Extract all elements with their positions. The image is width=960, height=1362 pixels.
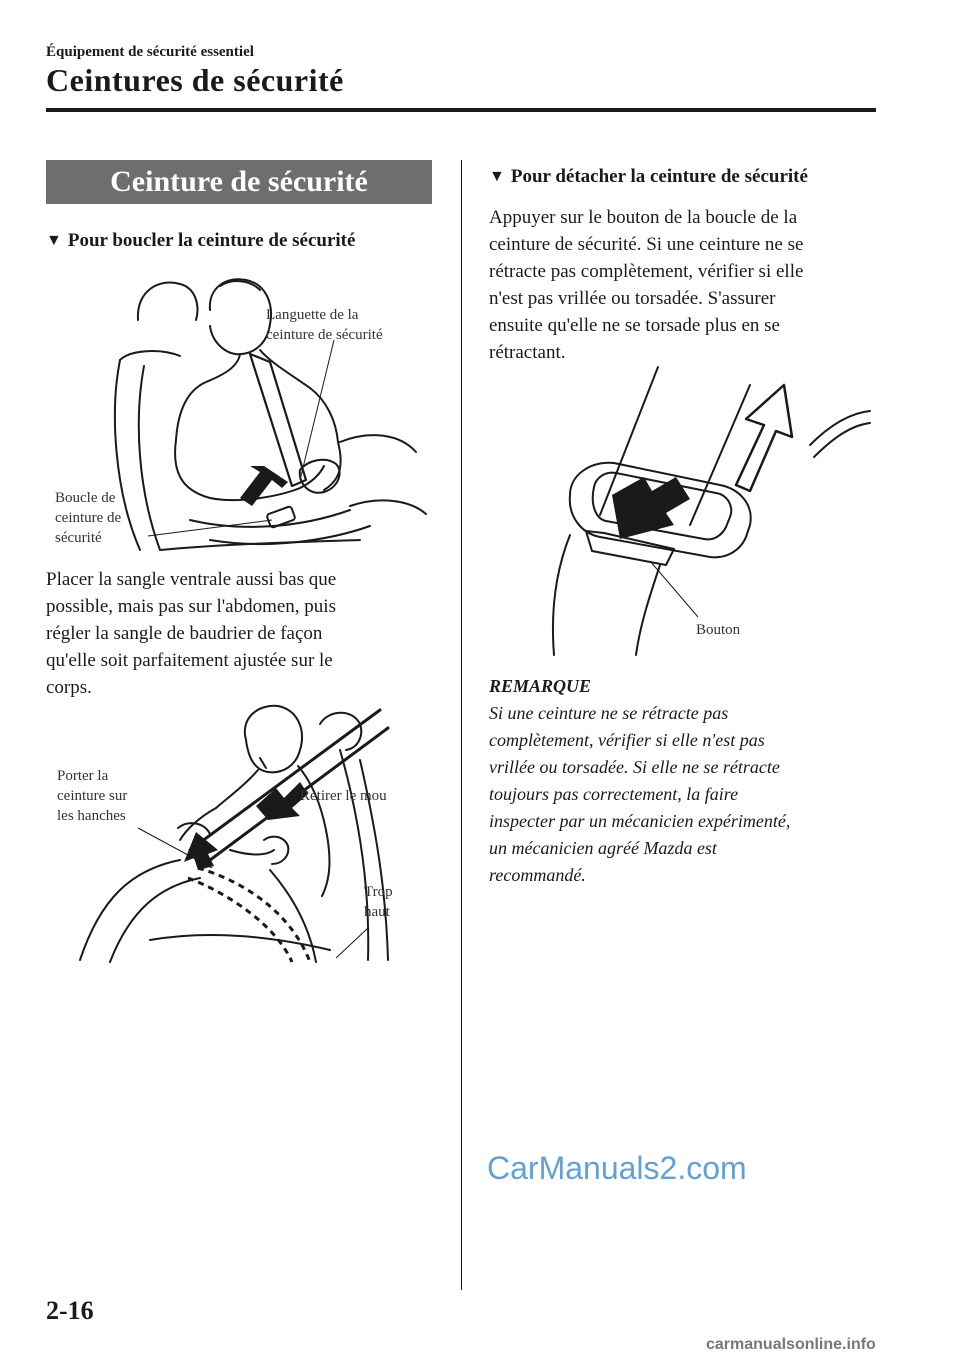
label-hips-line2: ceinture sur	[57, 788, 128, 804]
fasten-paragraph-line: corps.	[46, 677, 92, 698]
label-hips	[57, 766, 127, 826]
label-too-high-line2: haut	[364, 904, 390, 920]
page-number: 2-16	[46, 1296, 94, 1325]
note-line: toujours pas correctement, la faire	[489, 784, 739, 804]
watermark[interactable]: CarManuals2.com	[487, 1150, 747, 1186]
label-buckle	[55, 488, 121, 548]
fasten-paragraph-line: qu'elle soit parfaitement ajustée sur le	[46, 650, 333, 671]
unfasten-paragraph-line: rétracte pas complètement, vérifier si elle	[489, 261, 804, 282]
lap-belt-illustration	[70, 700, 430, 970]
fasten-paragraph	[46, 566, 446, 701]
section-banner: Ceinture de sécurité	[46, 160, 432, 204]
fasten-paragraph-line: Placer la sangle ventrale aussi bas que	[46, 569, 337, 590]
breadcrumb: Équipement de sécurité essentiel	[46, 44, 254, 60]
note-line: un mécanicien agréé Mazda est	[489, 838, 717, 858]
label-hips-line3: les hanches	[57, 808, 126, 824]
chapter-title: Ceintures de sécurité	[46, 62, 344, 98]
label-buckle-line3: sécurité	[55, 530, 102, 546]
fasten-paragraph-line: régler la sangle de baudrier de façon	[46, 623, 323, 644]
label-tongue-line1: Languette de la	[266, 307, 359, 323]
fasten-paragraph-line: possible, mais pas sur l'abdomen, puis	[46, 596, 336, 617]
label-too-high-line1: Trop	[364, 884, 393, 900]
label-button: Bouton	[696, 622, 741, 638]
label-buckle-line1: Boucle de	[55, 490, 116, 506]
label-too-high	[364, 882, 393, 922]
note-line: Si une ceinture ne se rétracte pas	[489, 703, 729, 723]
unfasten-heading	[489, 166, 808, 188]
unfasten-paragraph-line: ensuite qu'elle ne se torsade plus en se	[489, 315, 780, 336]
note-line: vrillée ou torsadée. Si elle ne se rétracte	[489, 757, 780, 777]
down-triangle-icon: ▼	[489, 168, 505, 185]
label-hips-line1: Porter la	[57, 768, 109, 784]
label-tongue-line2: ceinture de sécurité	[266, 327, 383, 343]
column-divider	[461, 160, 462, 1290]
unfasten-paragraph	[489, 204, 889, 366]
note-title: REMARQUE	[489, 676, 592, 696]
unfasten-paragraph-line: ceinture de sécurité. Si une ceinture ne se	[489, 234, 804, 255]
label-buckle-line2: ceinture de	[55, 510, 122, 526]
buckle-release-illustration	[540, 365, 860, 655]
footer-url[interactable]: carmanualsonline.info	[706, 1336, 876, 1353]
unfasten-paragraph-line: rétractant.	[489, 342, 566, 363]
header-rule	[46, 108, 876, 112]
note-line: inspecter par un mécanicien expérimenté,	[489, 811, 791, 831]
unfasten-paragraph-line: Appuyer sur le bouton de la boucle de la	[489, 207, 798, 228]
fasten-heading	[46, 230, 355, 252]
note-body	[489, 700, 889, 889]
fasten-heading-text: Pour boucler la ceinture de sécurité	[67, 230, 356, 251]
note-line: complètement, vérifier si elle n'est pas	[489, 730, 765, 750]
unfasten-heading-text: Pour détacher la ceinture de sécurité	[510, 166, 808, 187]
label-slack: Retirer le mou	[300, 788, 387, 804]
unfasten-paragraph-line: n'est pas vrillée ou torsadée. S'assurer	[489, 288, 776, 309]
label-tongue	[266, 305, 383, 345]
down-triangle-icon: ▼	[46, 232, 62, 249]
note-line: recommandé.	[489, 865, 586, 885]
